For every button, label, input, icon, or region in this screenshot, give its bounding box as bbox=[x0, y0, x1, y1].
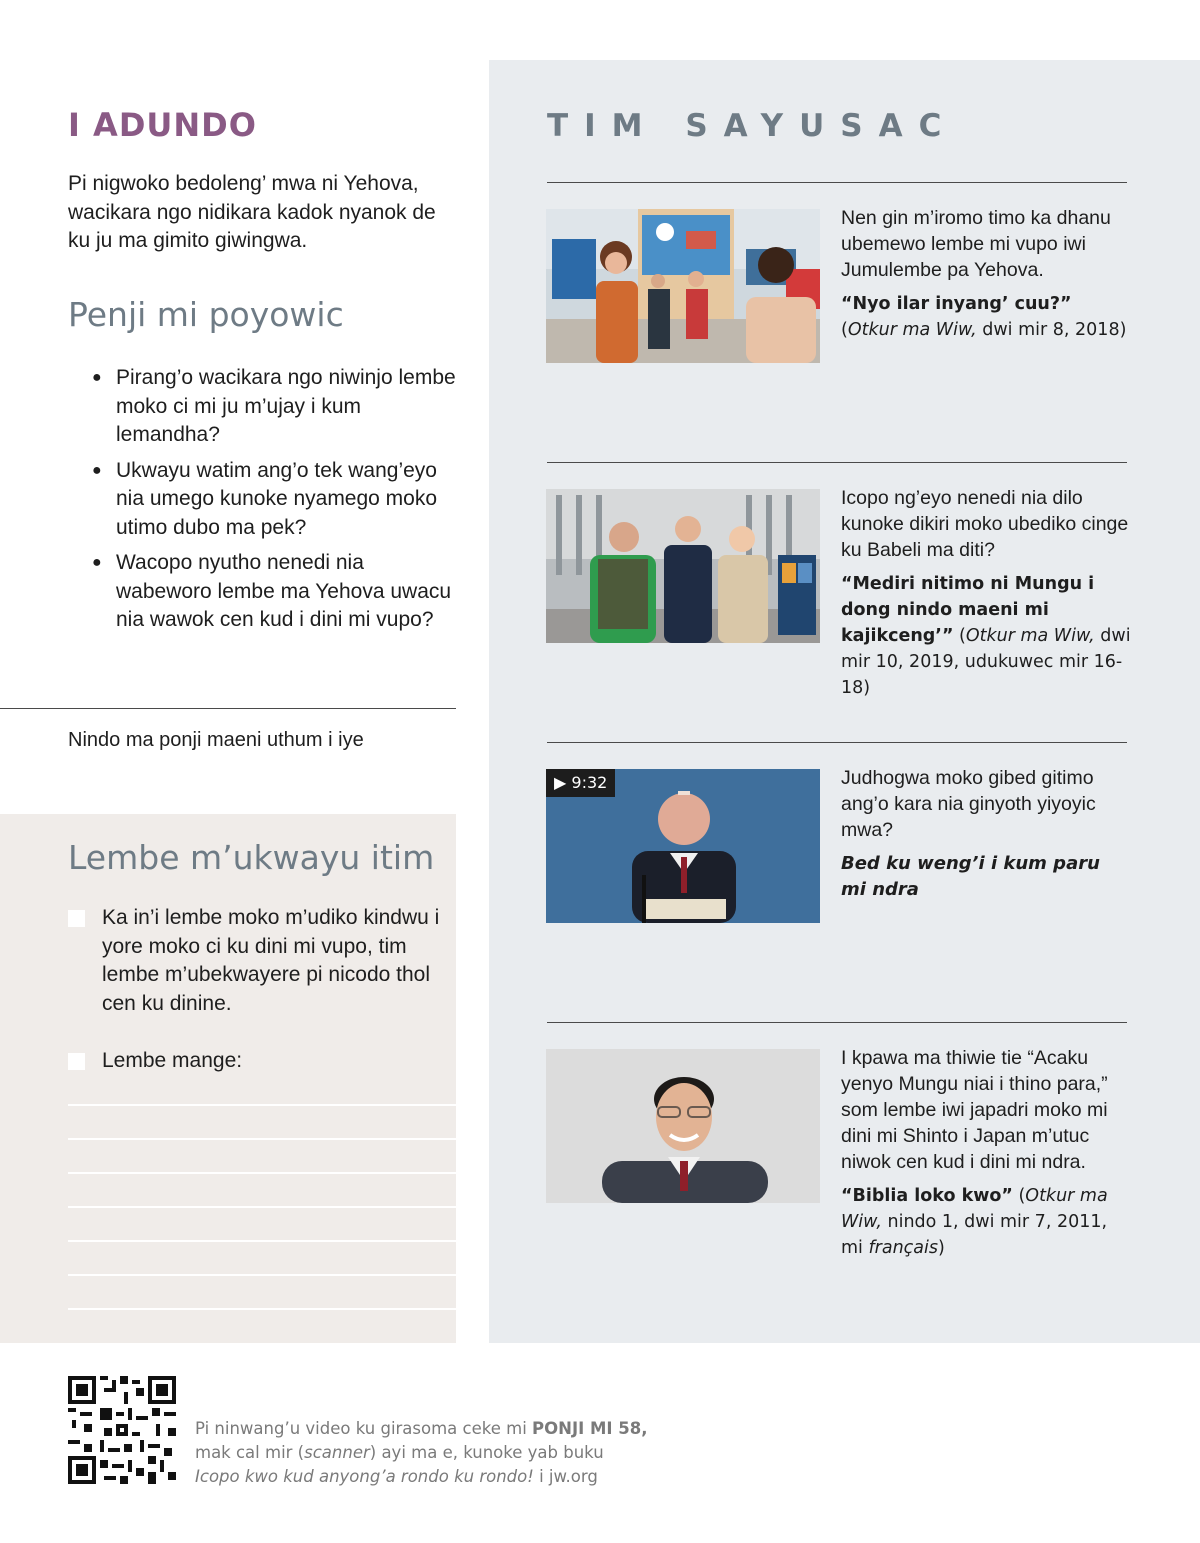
article-reference[interactable] bbox=[841, 571, 1131, 701]
review-heading: Penji mi poyowic bbox=[68, 295, 344, 334]
divider bbox=[547, 742, 1127, 743]
write-line[interactable] bbox=[68, 1206, 456, 1208]
goal-item bbox=[68, 1047, 448, 1076]
publication-name: Otkur ma Wiw, bbox=[847, 320, 977, 340]
ref-punct: ( bbox=[953, 626, 966, 646]
issue-info: dwi mir 10, 2019, udukuwec mir 16-18) bbox=[841, 626, 1131, 698]
divider bbox=[0, 708, 456, 709]
goal-text: Ka in’i lembe moko m’udiko kindwu i yore moko ci ku dini mi vupo, tim lembe m’ubekwayere pi nicodo thol cen ku dinine. bbox=[102, 906, 440, 1015]
item-description: Judhogwa moko gibed gitimo ang’o kara nia ginyoth yiyoyic mwa? bbox=[841, 767, 1096, 841]
article-image-street[interactable] bbox=[546, 489, 820, 643]
publication-name: Otkur ma Wiw, bbox=[841, 1186, 1108, 1232]
video-duration: ▶ 9:32 bbox=[546, 769, 615, 797]
related-item bbox=[841, 765, 1131, 903]
footer-text: ) ayi ma e, kunoke yab buku bbox=[369, 1443, 604, 1462]
article-reference[interactable] bbox=[841, 291, 1131, 343]
article-title[interactable]: “Nyo ilar inyang’ cuu?” bbox=[841, 294, 1072, 314]
write-line[interactable] bbox=[68, 1138, 456, 1140]
goal-checkbox[interactable] bbox=[68, 1053, 85, 1070]
issue-info: nindo 1, dwi mir 7, 2011, mi bbox=[841, 1212, 1108, 1258]
review-question bbox=[92, 549, 462, 635]
ref-punct: ) bbox=[937, 1238, 945, 1258]
video-thumbnail[interactable] bbox=[546, 769, 820, 923]
question-text: Wacopo nyutho nenedi nia wabeworo lembe ma Yehova uwacu nia wawok cen kud i dini mi vupo? bbox=[116, 551, 452, 631]
item-description: Nen gin m’iromo timo ka dhanu ubemewo lembe mi vupo iwi Jumulembe pa Yehova. bbox=[841, 207, 1111, 281]
review-question bbox=[92, 457, 462, 543]
website-link[interactable]: i jw.org bbox=[533, 1467, 598, 1486]
article-image-mall[interactable] bbox=[546, 209, 820, 363]
ref-punct: ( bbox=[1012, 1186, 1026, 1206]
summary-text: Pi nigwoko bedoleng’ mwa ni Yehova, wacikara ngo nidikara kadok nyanok de ku ju ma gimito giwingwa. bbox=[68, 172, 436, 252]
write-line[interactable] bbox=[68, 1274, 456, 1276]
review-questions bbox=[92, 364, 462, 642]
bullet-icon: ● bbox=[92, 554, 102, 571]
article-title[interactable]: “Biblia loko kwo” bbox=[841, 1186, 1013, 1206]
related-item bbox=[841, 485, 1131, 701]
article-image-portrait[interactable] bbox=[546, 1049, 820, 1203]
write-line[interactable] bbox=[68, 1240, 456, 1242]
lesson-date-label: Nindo ma ponji maeni uthum i iye bbox=[68, 729, 364, 751]
question-text: Ukwayu watim ang’o tek wang’eyo nia umego kunoke nyamego moko utimo dubo ma pek? bbox=[116, 458, 438, 539]
footer-term: scanner bbox=[304, 1443, 370, 1462]
question-text: Pirang’o wacikara ngo niwinjo lembe moko ci mi ju m’ujay i kum lemandha? bbox=[116, 366, 456, 446]
divider bbox=[547, 182, 1127, 183]
write-line[interactable] bbox=[68, 1104, 456, 1106]
write-line[interactable] bbox=[68, 1172, 456, 1174]
bullet-icon: ● bbox=[92, 369, 102, 386]
goals-box bbox=[0, 814, 456, 1343]
article-title[interactable]: “Mediri nitimo ni Mungu i dong nindo maeni mi kajikceng’” bbox=[841, 574, 1095, 646]
footer-text: mak cal mir ( bbox=[195, 1443, 305, 1462]
footer-note bbox=[195, 1417, 655, 1489]
video-title[interactable]: Bed ku weng’i i kum paru mi ndra bbox=[841, 853, 1100, 900]
book-title: Icopo kwo kud anyong’a rondo ku rondo! bbox=[195, 1467, 534, 1486]
ref-punct: ( bbox=[841, 320, 848, 340]
divider bbox=[547, 462, 1127, 463]
goal-text: Lembe mange: bbox=[102, 1049, 243, 1072]
footer-text: Pi ninwang’u video ku girasoma ceke mi bbox=[195, 1419, 533, 1438]
write-line[interactable] bbox=[68, 1308, 456, 1310]
bullet-icon: ● bbox=[92, 461, 102, 479]
lesson-label: PONJI MI 58, bbox=[532, 1419, 648, 1438]
goals-heading: Lembe m’ukwayu itim bbox=[68, 838, 435, 877]
related-item bbox=[841, 1045, 1131, 1261]
item-description: Icopo ng’eyo nenedi nia dilo kunoke dikiri moko ubediko cinge ku Babeli ma diti? bbox=[841, 487, 1129, 561]
related-heading: TIM SAYUSAC bbox=[547, 108, 958, 144]
related-item bbox=[841, 205, 1131, 343]
item-description: I kpawa ma thiwie tie “Acaku yenyo Mungu niai i thino para,” som lembe iwi japadri moko mi dini mi Shinto i Japan m’utuc niwok cen kud i dini mi ndra. bbox=[841, 1047, 1108, 1173]
summary-heading: I ADUNDO bbox=[68, 106, 257, 144]
publication-name: Otkur ma Wiw, bbox=[965, 626, 1095, 646]
issue-info: dwi mir 8, 2018) bbox=[976, 320, 1127, 340]
language: français bbox=[868, 1238, 938, 1258]
goal-item bbox=[68, 904, 448, 1018]
article-reference[interactable] bbox=[841, 1183, 1131, 1261]
divider bbox=[547, 1022, 1127, 1023]
qr-code-icon[interactable] bbox=[68, 1376, 176, 1484]
review-question bbox=[92, 364, 462, 450]
goal-checkbox[interactable] bbox=[68, 910, 85, 927]
